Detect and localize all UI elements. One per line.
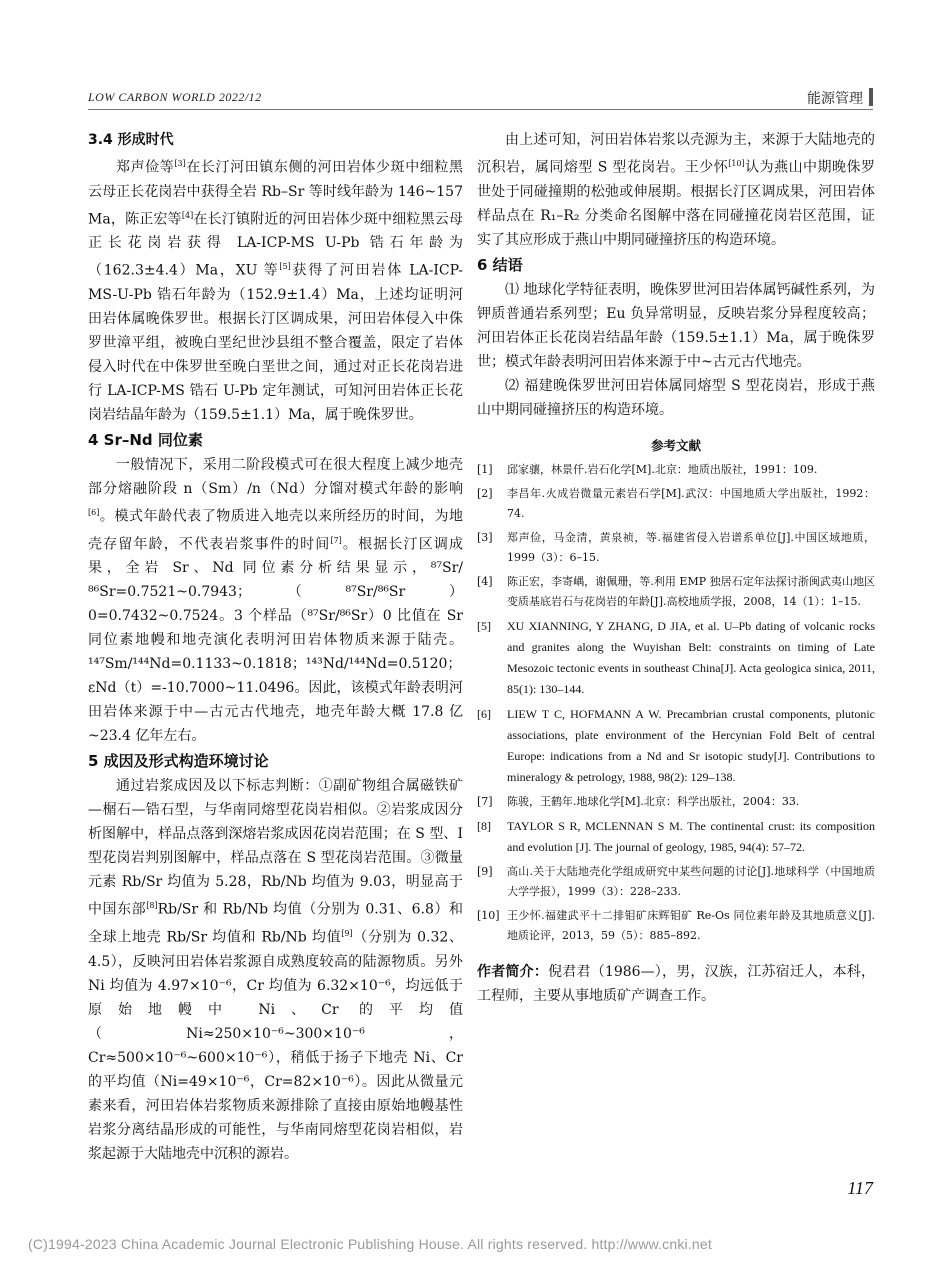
- author-bio-text: 倪君君（1986—），男，汉族，江苏宿迁人，本科，工程师，主要从事地质矿产调查工作。: [477, 963, 875, 1004]
- journal-name: LOW CARBON WORLD 2022/12: [88, 90, 262, 104]
- reference-item: [5] XU XIANNING, Y ZHANG, D JIA, et al. U–Pb dating of volcanic rocks and granites along the Wuyishan Belt: constraints on timing of Late Mesozoic tectonic events in southeast China[J]. Acta geologica sinica, 2011, 85(1): 130–144.: [477, 618, 875, 696]
- copyright-footer: (C)1994-2023 China Academic Journal Electronic Publishing House. All rights reserved. http://www.cnki.net: [28, 1236, 712, 1252]
- page-number: 117: [847, 1178, 873, 1198]
- reference-item: [8] TAYLOR S R, MCLENNAN S M. The continental crust: its composition and evolution [J]. The journal of geology, 1985, 94(4): 57–72.: [477, 818, 875, 854]
- running-header: [88, 88, 873, 112]
- reference-item: [7] 陈骏，王鹤年.地球化学[M].北京：科学出版社，2004：33.: [477, 794, 800, 808]
- author-bio-label: 作者简介：: [477, 963, 549, 980]
- section-3-4-title: 3.4 形成时代: [88, 132, 174, 148]
- section-name: 能源管理: [807, 91, 863, 107]
- reference-item: [3] 郑声俭，马金清，黄泉祯，等.福建省侵入岩谱系单位[J].中国区域地质，1999（3）：6–15.: [477, 530, 875, 564]
- reference-item: [6] LIEW T C, HOFMANN A W. Precambrian crustal components, plutonic associations, plate environment of the Hercynian Fold Belt of central Europe: indications from a Nd and Sr isotopic study[J]. Contributions to mineralogy & petrology, 1988, 98(2): 129–138.: [477, 706, 875, 784]
- right-column: [477, 128, 875, 1008]
- section-4-paragraph: 一般情况下，采用二阶段模式可在很大程度上减少地壳部分熔融阶段 n（Sm）/n（Nd）分馏对模式年龄的影响[6]。模式年龄代表了物质进入地壳以来所经历的时间，为地壳存留年龄，不代表岩浆事件的时间[7]。根据长汀区调成果，全岩 Sr、Nd 同位素分析结果显示，⁸⁷Sr/⁸⁶Sr=0.7521~0.7943；（⁸⁷Sr/⁸⁶Sr）0=0.7432~0.7524。3 个样品（⁸⁷Sr/⁸⁶Sr）0 比值在 Sr 同位素地幔和地壳演化表明河田岩体物质来源于陆壳。¹⁴⁷Sm/¹⁴⁴Nd=0.1133~0.1818；¹⁴³Nd/¹⁴⁴Nd=0.5120；εNd（t）=-10.7000~11.0496。因此，该模式年龄表明河田岩体来源于中—古元古代地壳，地壳年龄大概 17.8 亿~23.4 亿年左右。: [88, 456, 463, 745]
- header-bar: [869, 88, 873, 106]
- conclusion-item-2: ⑵ 福建晚侏罗世河田岩体属同熔型 S 型花岗岩，形成于燕山中期同碰撞挤压的构造环境。: [477, 377, 875, 418]
- reference-item: [1] 邱家骧，林景仟.岩石化学[M].北京：地质出版社，1991：109.: [477, 462, 818, 476]
- reference-item: [2] 李昌年.火成岩微量元素岩石学[M].武汉：中国地质大学出版社，1992：74.: [477, 486, 875, 520]
- reference-item: [4] 陈正宏，李寄嵎，谢佩珊，等.利用 EMP 独居石定年法探讨浙闽武夷山地区变质基底岩石与花岗岩的年龄[J].高校地质学报，2008，14（1）：1–15.: [477, 574, 875, 608]
- header-rule: [88, 109, 873, 110]
- section-5-title: 5 成因及形式构造环境讨论: [88, 752, 269, 771]
- section-5-paragraph: 通过岩浆成因及以下标志判断：①副矿物组合属磁铁矿—榍石—锆石型，与华南同熔型花岗岩相似。②岩浆成因分析图解中，样品点落到深熔岩浆成因花岗岩范围；在 S 型、I 型花岗岩判别图解中，样品点落在 S 型花岗岩范围。③微量元素 Rb/Sr 均值为 5.28，Rb/Nb 均值为 9.03，明显高于中国东部[8]Rb/Sr 和 Rb/Nb 均值（分别为 0.31、6.8）和全球上地壳 Rb/Sr 均值和 Rb/Nb 均值[9]（分别为 0.32、4.5），反映河田岩体岩浆源自成熟度较高的陆源物质。另外 Ni 均值为 4.97×10⁻⁶，Cr 均值为 6.32×10⁻⁶，均远低于原始地幔中 Ni、Cr 的平均值（Ni≈250×10⁻⁶~300×10⁻⁶，Cr≈500×10⁻⁶~600×10⁻⁶），稍低于扬子下地壳 Ni、Cr 的平均值（Ni=49×10⁻⁶，Cr=82×10⁻⁶）。因此从微量元素来看，河田岩体岩浆物质来源排除了直接由原始地幔基性岩浆分离结晶形成的可能性，与华南同熔型花岗岩相似，岩浆起源于大陆地壳中沉积的源岩。: [88, 778, 464, 1162]
- references-title: 参考文献: [650, 437, 701, 453]
- section-3-4-paragraph: 郑声俭等[3]在长汀河田镇东侧的河田岩体少斑中细粒黑云母正长花岗岩中获得全岩 Rb–Sr 等时线年龄为 146~157 Ma，陈正宏等[4]在长汀镇附近的河田岩体少斑中细粒黑云母正长花岗岩获得 LA-ICP-MS U-Pb 锆石年龄为（162.3±4.4）Ma，XU 等[5]获得了河田岩体 LA-ICP-MS-U-Pb 锆石年龄为（152.9±1.4）Ma，上述均证明河田岩体属晚侏罗世。根据长汀区调成果，河田岩体侵入中侏罗世漳平组，被晚白垩纪世沙县组不整合覆盖，限定了岩体侵入时代在中侏罗世至晚白垩世之间，通过对正长花岗岩进行 LA-ICP-MS 锆石 U-Pb 定年测试，可知河田岩体正长花岗岩结晶年龄为（159.5±1.1）Ma，属于晚侏罗世。: [88, 159, 463, 423]
- left-column: [88, 128, 463, 1166]
- reference-list: [477, 460, 875, 946]
- section-5-continued-paragraph: 由上述可知，河田岩体岩浆以壳源为主，来源于大陆地壳的沉积岩，属同熔型 S 型花岗岩。王少怀[10]认为燕山中期晚侏罗世处于同碰撞期的松弛或伸展期。根据长汀区调成果，河田岩体样品点在 R₁–R₂ 分类命名图解中落在同碰撞花岗岩区范围，证实了其应形成于燕山中期同碰撞挤压的构造环境。: [477, 132, 875, 248]
- author-bio: [477, 960, 875, 1008]
- reference-item: [9] 高山.关于大陆地壳化学组成研究中某些问题的讨论[J].地球科学（中国地质大学学报），1999（3）：228–233.: [477, 864, 875, 898]
- section-4-title: 4 Sr–Nd 同位素: [88, 430, 203, 449]
- section-6-title: 6 结语: [477, 255, 523, 274]
- reference-item: [10] 王少怀.福建武平十二排钼矿床辉钼矿 Re-Os 同位素年龄及其地质意义[J].地质论评，2013，59（5）：885–892.: [477, 908, 875, 942]
- conclusion-item-1: ⑴ 地球化学特征表明，晚侏罗世河田岩体属钙碱性系列，为钾质普通岩系列型；Eu 负异常明显，反映岩浆分异程度较高；河田岩体正长花岗岩结晶年龄（159.5±1.1）Ma，属于晚侏罗世；模式年龄表明河田岩体来源于中~古元古代地壳。: [477, 281, 875, 370]
